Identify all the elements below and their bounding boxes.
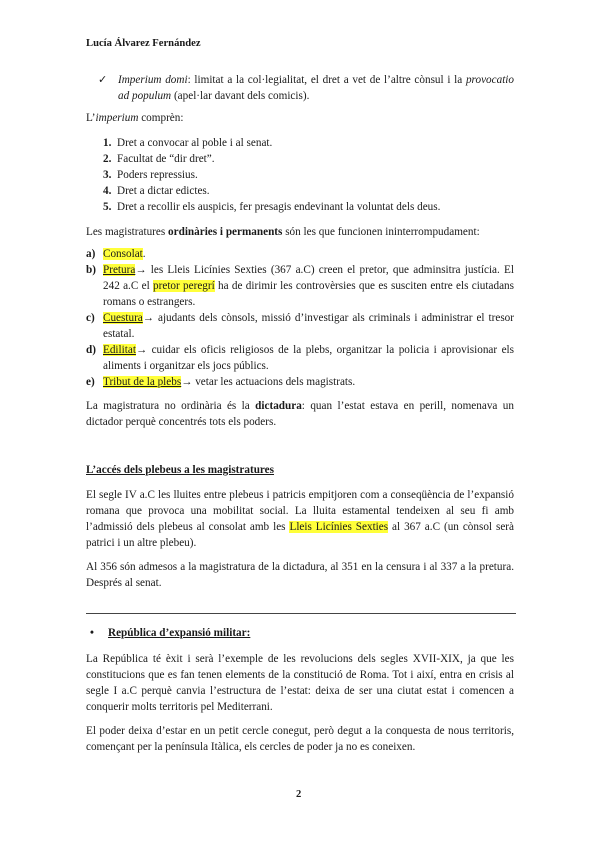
highlight-cuestura: Cuestura — [103, 312, 143, 324]
highlight-pretor-peregri: pretor peregrí — [153, 280, 215, 292]
bullet-heading-text: República d’expansió militar: — [108, 627, 251, 639]
list-item: c) Cuestura→ ajudants dels cònsols, missió d’investigar als criminals i administrar el tresor estatal. — [86, 312, 514, 340]
republica-paragraph-1: La República té èxit i serà l’exemple de les revolucions dels segles XVII-XIX, ja que les constitucions que es fan tenen elements de la constitució de Roma. Tot i així, entra en crisis al segle I a.C perquè canvia l’estructura de l’estat: deixa de ser una ciutat estat i comencen a conquerir molts territoris pel Mediterrani. — [86, 653, 514, 713]
list-item: b) Pretura→ les Lleis Licínies Sexties (367 a.C) creen el pretor, que adminsitra justícia. El 242 a.C el pretor peregrí ha de dirimir les controvèrsies que es susciten entre els ciutadans romans o estrangers. — [86, 264, 514, 308]
imperium-domi-item — [100, 72, 514, 104]
horizontal-divider — [86, 613, 516, 614]
bullet-icon: • — [90, 627, 94, 639]
magistratures-intro: Les magistratures ordinàries i permanents són les que funcionen ininterrompudament: — [86, 226, 480, 238]
list-item: a) Consolat. — [86, 248, 146, 260]
highlight-lleis-licinies: Lleis Licínies Sexties — [289, 521, 389, 533]
magistratures-list — [86, 246, 514, 390]
imperium-powers-list — [103, 135, 513, 215]
list-item: 5. Dret a recollir els auspicis, fer presagis endevinant la voluntat dels deus. — [103, 201, 441, 213]
section-heading: L’accés dels plebeus a les magistratures — [86, 464, 275, 476]
provocatio-term: provocatio ad populum — [118, 74, 515, 102]
highlight-edilitat: Edilitat — [103, 344, 136, 356]
imperium-domi-text: Imperium domi: limitat a la col·legialitat, el dret a vet de l’altre cònsul i la provocatio ad populum (apel·lar davant dels comicis). — [118, 74, 515, 102]
acces-paragraph-2: Al 356 són admesos a la magistratura de la dictadura, al 351 en la censura i al 337 a la pretura. Després al senat. — [86, 561, 514, 589]
list-item: 3. Poders repressius. — [103, 169, 198, 181]
highlight-pretura: Pretura — [103, 264, 136, 276]
page-header-author: Lucía Álvarez Fernández — [86, 38, 201, 49]
imperium-intro: L’imperium comprèn: — [86, 112, 184, 124]
highlight-tribut-plebs: Tribut de la plebs — [103, 376, 182, 388]
republica-paragraph-2: El poder deixa d’estar en un petit cercle conegut, però degut a la conquesta de nous territoris, començant per la península Itàlica, els cercles de poder ja no es coneixen. — [86, 725, 514, 753]
checkmark-icon: ✓ — [98, 74, 108, 86]
dictadura-paragraph: La magistratura no ordinària és la dictadura: quan l’estat estava en perill, nomenava un dictador perquè concentrés tots els poders. — [86, 400, 514, 428]
bullet-heading — [90, 627, 250, 639]
imperium-domi-term: Imperium domi — [118, 74, 188, 86]
list-item: d) Edilitat→ cuidar els oficis religiosos de la plebs, organitzar la policia i aprovisionar els aliments i organitzar els jocs públics. — [86, 344, 514, 372]
list-item: 1. Dret a convocar al poble i al senat. — [103, 137, 273, 149]
acces-paragraph-1: El segle IV a.C les lluites entre plebeus i patricis empitjoren com a conseqüència de l’expansió romana que provoca una mobilitat social. La lluita estamental tendeixen al seu fi amb l’admissió dels plebeus al consolat amb les Lleis Licínies Sexties al 367 a.C (un cònsol serà patrici i un altre plebeu). — [86, 489, 514, 549]
list-item: e) Tribut de la plebs→ vetar les actuacions dels magistrats. — [86, 376, 356, 388]
list-item: 4. Dret a dictar edictes. — [103, 185, 210, 197]
list-item: 2. Facultat de “dir dret”. — [103, 153, 215, 165]
page-number: 2 — [296, 789, 302, 800]
highlight-consolat: Consolat — [103, 248, 143, 260]
